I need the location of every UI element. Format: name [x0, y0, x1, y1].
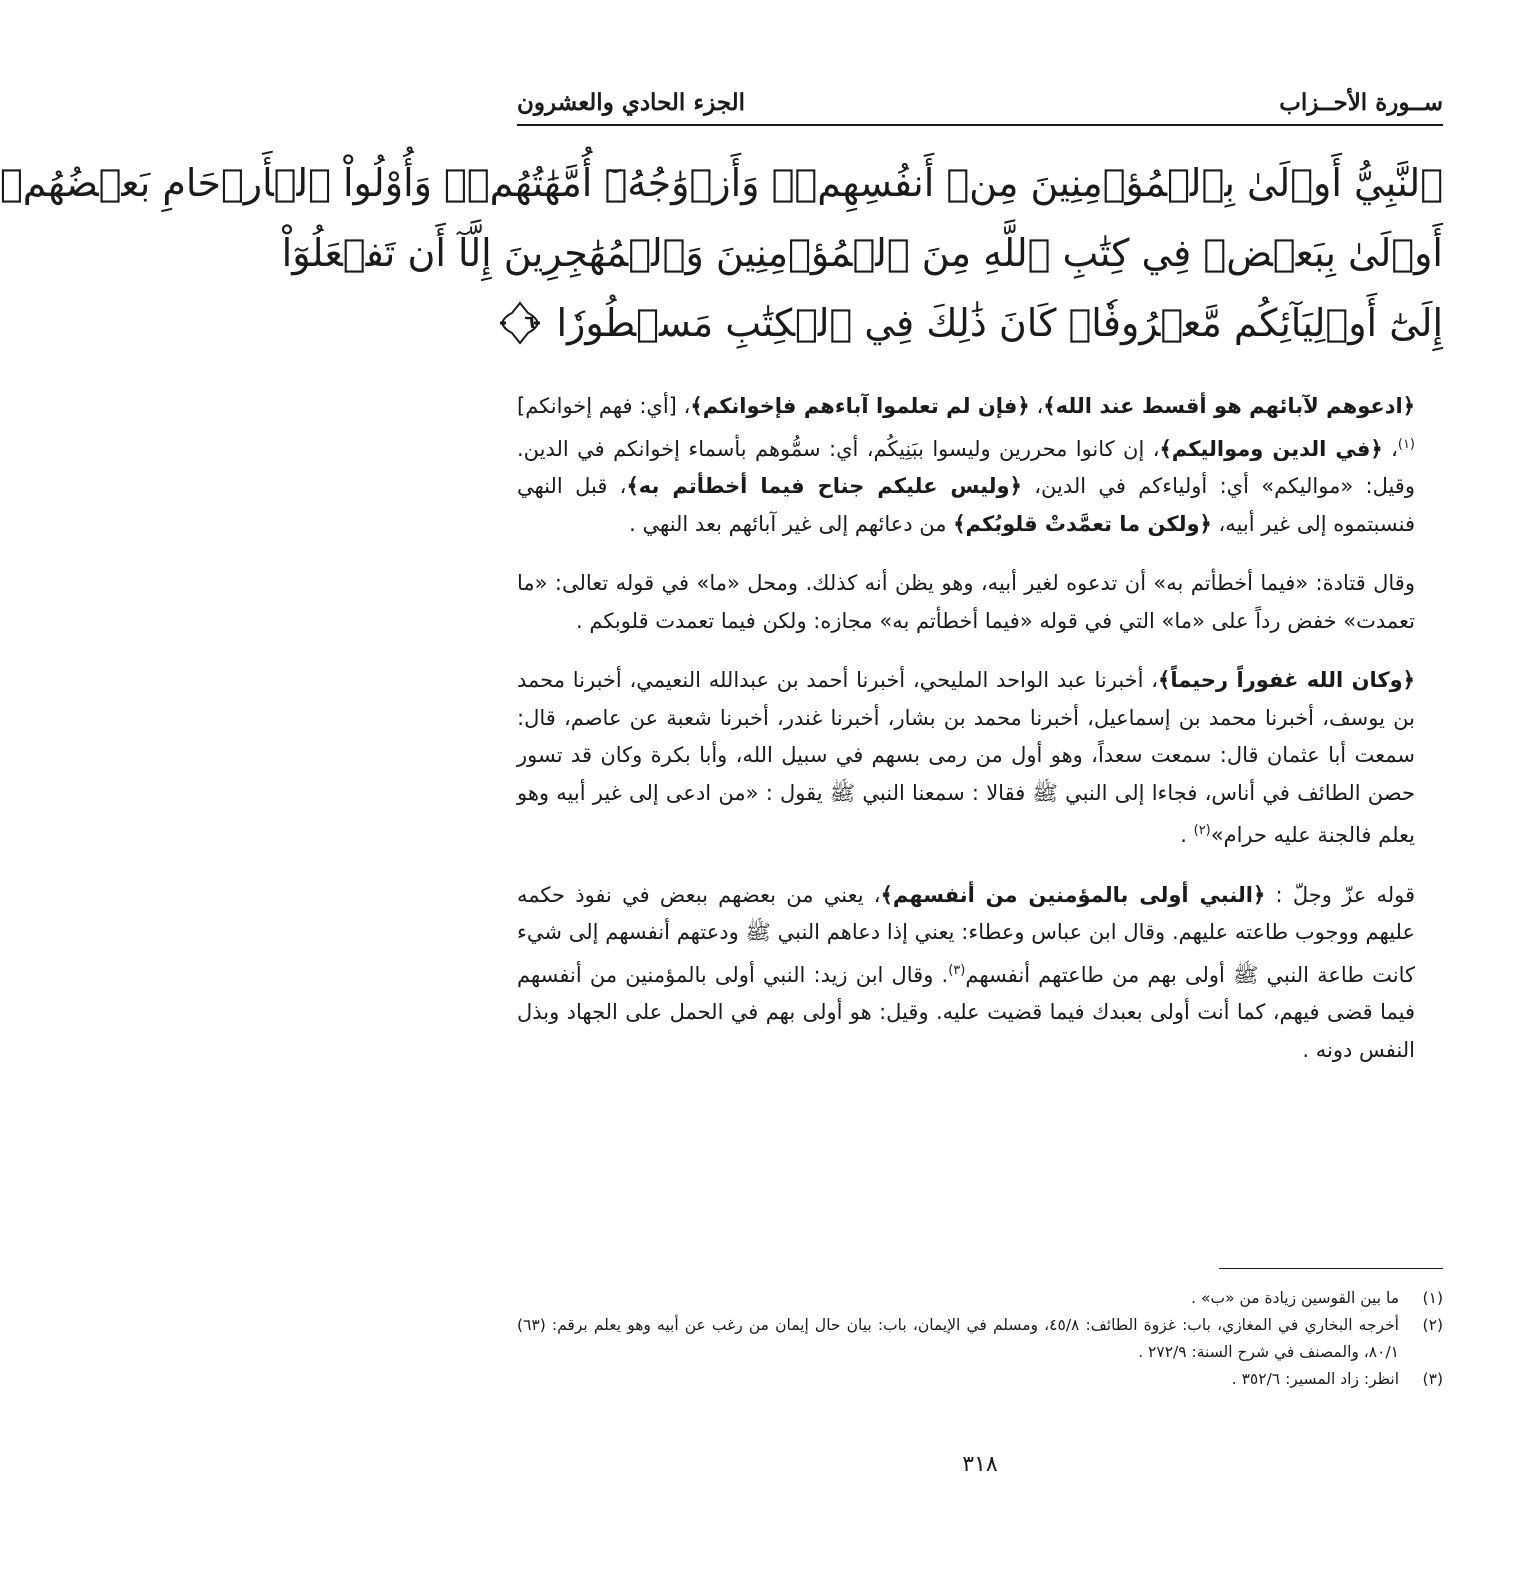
footnote-ref: (١) — [1397, 436, 1415, 452]
footnote-text: أخرجه البخاري في المغازي، باب: غزوة الطائف: ٤٥/٨، ومسلم في الإيمان، باب: بيان حال إيمان من رغب عن أبيه وهو يعلم برقم: (٦٣) ٨٠/١، والمصنف في شرح السنة: ٢٧٢/٩ . — [517, 1316, 1399, 1361]
quran-quote: ﴿ادعوهم لآبائهم هو أقسط عند الله﴾ — [1043, 394, 1415, 418]
footnote-3 — [517, 1366, 1443, 1393]
text-run: ، أخبرنا عبد الواحد المليحي، أخبرنا أحمد بن عبدالله النعيمي، أخبرنا محمد بن يوسف، أخبرنا محمد بن إسماعيل، أخبرنا محمد بن بشار، أخبرنا غندر، أخبرنا شعبة عن عاصم، قال: سمعت أبا عثمان قال: سمعت سعداً، وهو أول من رمى بسهم في سبيل الله، وأبا بكرة وكان قد تسور حصن الطائف في أناس، فجاءا إلى النبي ﷺ فقالا : سمعنا النبي ﷺ يقول : «من ادعى إلى غير أبيه وهو يعلم فالجنة عليه حرام» — [517, 668, 1415, 847]
paragraph-2: وقال قتادة: «فيما أخطأتم به» أن تدعوه لغير أبيه، وهو يظن أنه كذلك. ومحل «ما» في قوله تعالى: «ما تعمدت» خفض رداً على «ما» التي في قوله «فيما أخطأتم به» مجازه: ولكن فيما تعمدت قلوبكم . — [517, 571, 1415, 633]
page-number: ٣١٨ — [962, 1452, 998, 1477]
verse-line-1: ٱلنَّبِيُّ أَوۡلَىٰ بِٱلۡمُؤۡمِنِينَ مِنۡ أَنفُسِهِمۡۖ وَأَزۡوَٰجُهُۥٓ أُمَّهَٰتُهُمۡۗ وَأُوْلُواْ ٱلۡأَرۡحَامِ بَعۡضُهُمۡ — [0, 161, 1443, 205]
verse-line-2: أَوۡلَىٰ بِبَعۡضٖ فِي كِتَٰبِ ٱللَّهِ مِنَ ٱلۡمُؤۡمِنِينَ وَٱلۡمُهَٰجِرِينَ إِلَّآ أَن تَفۡعَلُوٓاْ — [281, 231, 1443, 275]
verse-line-3: إِلَىٰٓ أَوۡلِيَآئِكُم مَّعۡرُوفٗاۚ كَانَ ذَٰلِكَ فِي ٱلۡكِتَٰبِ مَسۡطُورٗا — [556, 301, 1443, 345]
footnote-number: (٢) — [1422, 1316, 1443, 1334]
footnotes — [517, 1285, 1443, 1393]
text-run: قوله عزّ وجلّ : — [1265, 882, 1416, 907]
text-run: ، — [1382, 436, 1398, 461]
footnote-ref: (٢) — [1193, 823, 1211, 838]
quran-verse — [0, 148, 1443, 368]
text-run: . وقال ابن زيد: النبي أولى بالمؤمنين من أنفسهم فيما قضى فيهم، كما أنت أولى بعبدك فيما قضيت عليه. وقيل: هو أولى بهم في الحمل على الجهاد وبذل النفس دونه . — [517, 962, 1415, 1062]
text-run: من دعائهم إلى غير آبائهم بعد النهي . — [629, 511, 954, 536]
surah-title: ســورة الأحــزاب — [1279, 88, 1443, 116]
footnote-divider — [1219, 1268, 1443, 1269]
quran-quote: ﴿النبي أولى بالمؤمنين من أنفسهم﴾ — [880, 882, 1266, 907]
quran-quote: ﴿وكان الله غفوراً رحيماً﴾ — [1158, 668, 1415, 692]
ayah-number: ٦ — [524, 312, 536, 333]
text-run: ، يعني من بعضهم ببعض في نفوذ حكمه عليهم ووجوب طاعته عليهم. وقال ابن عباس وعطاء: يعني إذا دعاهم النبي ﷺ ودعتهم أنفسهم إلى شيء كانت طاعة النبي ﷺ أولى بهم من طاعتهم أنفسهم — [517, 882, 1415, 987]
text-run: ، قبل النهي فنسبتموه إلى غير أبيه، — [517, 474, 1415, 536]
quran-quote: ﴿ولكن ما تعمَّدتْ قلوبُكم﴾ — [953, 511, 1212, 536]
paragraph-3 — [517, 662, 1443, 855]
footnote-text: ما بين القوسين زيادة من «ب» . — [1191, 1289, 1399, 1307]
tafsir-body — [517, 388, 1443, 1091]
ayah-number-marker — [517, 301, 542, 345]
footnote-2 — [517, 1312, 1443, 1366]
footnote-1 — [517, 1285, 1443, 1312]
footnote-number: (١) — [1422, 1289, 1443, 1307]
footnote-ref: (٣) — [948, 962, 966, 978]
quran-quote: ﴿وليس عليكم جناح فيما أخطأتم به﴾ — [626, 474, 1022, 498]
running-header — [517, 80, 1443, 126]
footnote-text: انظر: زاد المسير: ٣٥٢/٦ . — [1231, 1370, 1399, 1388]
text-run: ، — [1029, 394, 1044, 418]
text-run: ، [أي: فهم إخوانكم] — [517, 394, 691, 418]
footnote-number: (٣) — [1422, 1370, 1443, 1388]
ayah-ornament-icon — [498, 301, 542, 345]
paragraph-4 — [517, 877, 1443, 1070]
quran-quote: ﴿في الدين ومواليكم﴾ — [1159, 436, 1383, 461]
verse-line-3-wrap — [517, 288, 1443, 358]
paragraph-1 — [517, 388, 1443, 543]
text-run: . — [1180, 823, 1194, 847]
text-run: ، إن كانوا محررين وليسوا ببَنِيكُم، أي: سمُّوهم بأسماء إخوانكم في الدين. وقيل: «مواليكم» أي: أولياءكم في الدين، — [517, 436, 1415, 498]
quran-quote: ﴿فإن لم تعلموا آباءهم فإخوانكم﴾ — [690, 394, 1030, 418]
juz-title: الجزء الحادي والعشرون — [517, 88, 746, 116]
